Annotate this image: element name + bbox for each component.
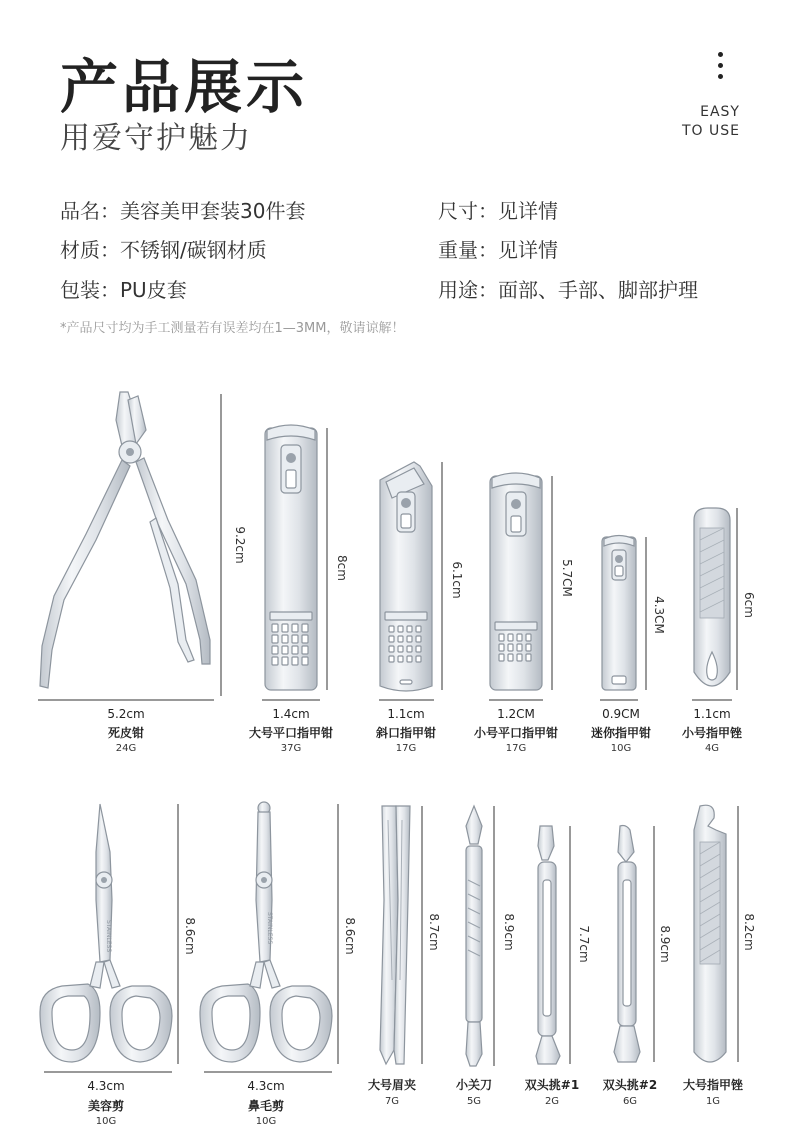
weight-slant-clipper: 17G <box>395 743 417 754</box>
double-pusher-2-icon <box>614 826 640 1063</box>
grip-hole <box>398 646 403 652</box>
grip-hole <box>292 646 298 654</box>
weight-mini-clipper: 10G <box>610 743 632 754</box>
large-nail-file-icon <box>694 805 726 1062</box>
height-large-clipper: 8cm <box>335 555 349 581</box>
weight-double-pusher-1: 2G <box>544 1096 560 1107</box>
height-mini-clipper: 4.3CM <box>652 596 666 634</box>
grip-hole <box>272 657 278 665</box>
grip-hole <box>272 635 278 643</box>
grip-hole <box>416 636 421 642</box>
spec-usage: 用途：面部、手部、脚部护理 <box>438 278 698 302</box>
grip-hole <box>526 634 531 641</box>
width-nose-scissors: 4.3cm <box>247 1079 285 1093</box>
spec-material: 材质：不锈钢/碳钢材质 <box>60 238 267 262</box>
grip-hole <box>292 635 298 643</box>
badge-line-1: EASY <box>700 104 740 120</box>
cuticle-nipper-icon <box>40 392 210 688</box>
grip-hole <box>292 624 298 632</box>
label-beauty-scissors: 美容剪 <box>87 1099 125 1113</box>
grip-hole <box>407 646 412 652</box>
double-pusher-1-icon <box>536 826 560 1064</box>
grip-hole <box>302 657 308 665</box>
weight-large-clipper: 37G <box>280 743 302 754</box>
height-small-knife: 8.9cm <box>502 913 516 951</box>
grip-hole <box>389 646 394 652</box>
width-slant-clipper: 1.1cm <box>387 707 425 721</box>
grip-hole <box>508 634 513 641</box>
label-large-clipper: 大号平口指甲钳 <box>248 726 334 740</box>
grip-hole <box>398 626 403 632</box>
label-slant-clipper: 斜口指甲钳 <box>375 726 437 740</box>
grip-hole <box>389 656 394 662</box>
spec-name: 品名：美容美甲套装30件套 <box>60 199 306 223</box>
engraving-beauty-scissors: STAINLESS <box>105 920 112 953</box>
height-double-pusher-1: 7.7cm <box>577 925 591 963</box>
grip-hole <box>302 624 308 632</box>
label-small-knife: 小关刀 <box>455 1078 493 1092</box>
large-tweezers-icon <box>380 806 410 1064</box>
grip-hole <box>282 635 288 643</box>
spec-size: 尺寸：见详情 <box>438 199 558 223</box>
grip-hole <box>398 636 403 642</box>
page-subtitle: 用爱守护魅力 <box>60 121 252 156</box>
grip-hole <box>508 644 513 651</box>
height-small-file: 6cm <box>742 592 756 618</box>
height-large-file: 8.2cm <box>742 913 756 951</box>
grip-hole <box>272 624 278 632</box>
measurement-note: *产品尺寸均为手工测量若有误差均在1—3MM，敬请谅解！ <box>60 321 405 336</box>
grip-hole <box>302 646 308 654</box>
width-small-clipper: 1.2CM <box>497 707 535 721</box>
grip-hole <box>517 634 522 641</box>
label-small-file: 小号指甲锉 <box>681 726 743 740</box>
page-title: 产品展示 <box>60 53 309 121</box>
label-cuticle-nipper: 死皮钳 <box>107 726 145 740</box>
grip-hole <box>407 656 412 662</box>
height-large-tweezers: 8.7cm <box>427 913 441 951</box>
height-nose-scissors: 8.6cm <box>343 917 357 955</box>
small-knife-icon <box>466 806 482 1066</box>
grip-hole <box>508 654 513 661</box>
label-large-tweezers: 大号眉夹 <box>367 1078 417 1092</box>
height-cuticle-nipper: 9.2cm <box>233 526 247 564</box>
weight-beauty-scissors: 10G <box>95 1116 117 1127</box>
nose-hair-scissors-icon <box>200 802 332 1062</box>
height-slant-clipper: 6.1cm <box>450 561 464 599</box>
width-small-file: 1.1cm <box>693 707 731 721</box>
width-mini-clipper: 0.9CM <box>602 707 640 721</box>
label-large-file: 大号指甲锉 <box>682 1078 744 1092</box>
weight-large-file: 1G <box>705 1096 721 1107</box>
grip-hole <box>517 654 522 661</box>
grip-hole <box>416 656 421 662</box>
badge-line-2: TO USE <box>681 123 740 139</box>
weight-small-knife: 5G <box>466 1096 482 1107</box>
engraving-nose-scissors: STAINLESS <box>266 912 273 945</box>
width-large-clipper: 1.4cm <box>272 707 310 721</box>
grip-hole <box>416 646 421 652</box>
grip-hole <box>499 644 504 651</box>
grip-hole <box>398 656 403 662</box>
grip-hole <box>272 646 278 654</box>
height-double-pusher-2: 8.9cm <box>658 925 672 963</box>
label-mini-clipper: 迷你指甲钳 <box>590 726 652 740</box>
grip-hole <box>526 654 531 661</box>
grip-hole <box>517 644 522 651</box>
label-small-clipper: 小号平口指甲钳 <box>473 726 559 740</box>
grip-hole <box>282 624 288 632</box>
weight-small-clipper: 17G <box>505 743 527 754</box>
weight-large-tweezers: 7G <box>384 1096 400 1107</box>
grip-hole <box>416 626 421 632</box>
grip-hole <box>407 636 412 642</box>
grip-hole <box>302 635 308 643</box>
height-beauty-scissors: 8.6cm <box>183 917 197 955</box>
spec-package: 包装：PU皮套 <box>60 278 187 302</box>
weight-nose-scissors: 10G <box>255 1116 277 1127</box>
mini-nail-clipper-icon <box>602 536 636 691</box>
grip-hole <box>389 626 394 632</box>
weight-double-pusher-2: 6G <box>622 1096 638 1107</box>
grip-hole <box>282 657 288 665</box>
spec-weight: 重量：见详情 <box>438 238 558 262</box>
grip-hole <box>499 634 504 641</box>
grip-hole <box>389 636 394 642</box>
small-nail-file-icon <box>694 508 730 686</box>
label-double-pusher-2: 双头挑#2 <box>602 1078 658 1092</box>
width-beauty-scissors: 4.3cm <box>87 1079 125 1093</box>
grip-hole <box>292 657 298 665</box>
label-double-pusher-1: 双头挑#1 <box>524 1078 580 1092</box>
slant-nail-clipper-icon <box>380 462 432 691</box>
label-nose-scissors: 鼻毛剪 <box>247 1099 285 1113</box>
grip-hole <box>526 644 531 651</box>
beauty-scissors-icon <box>40 804 172 1062</box>
width-cuticle-nipper: 5.2cm <box>107 707 145 721</box>
weight-small-file: 4G <box>704 743 720 754</box>
grip-hole <box>407 626 412 632</box>
grip-hole <box>499 654 504 661</box>
height-small-clipper: 5.7CM <box>560 559 574 597</box>
grip-hole <box>282 646 288 654</box>
small-nail-clipper-icon <box>490 473 542 690</box>
weight-cuticle-nipper: 24G <box>115 743 137 754</box>
